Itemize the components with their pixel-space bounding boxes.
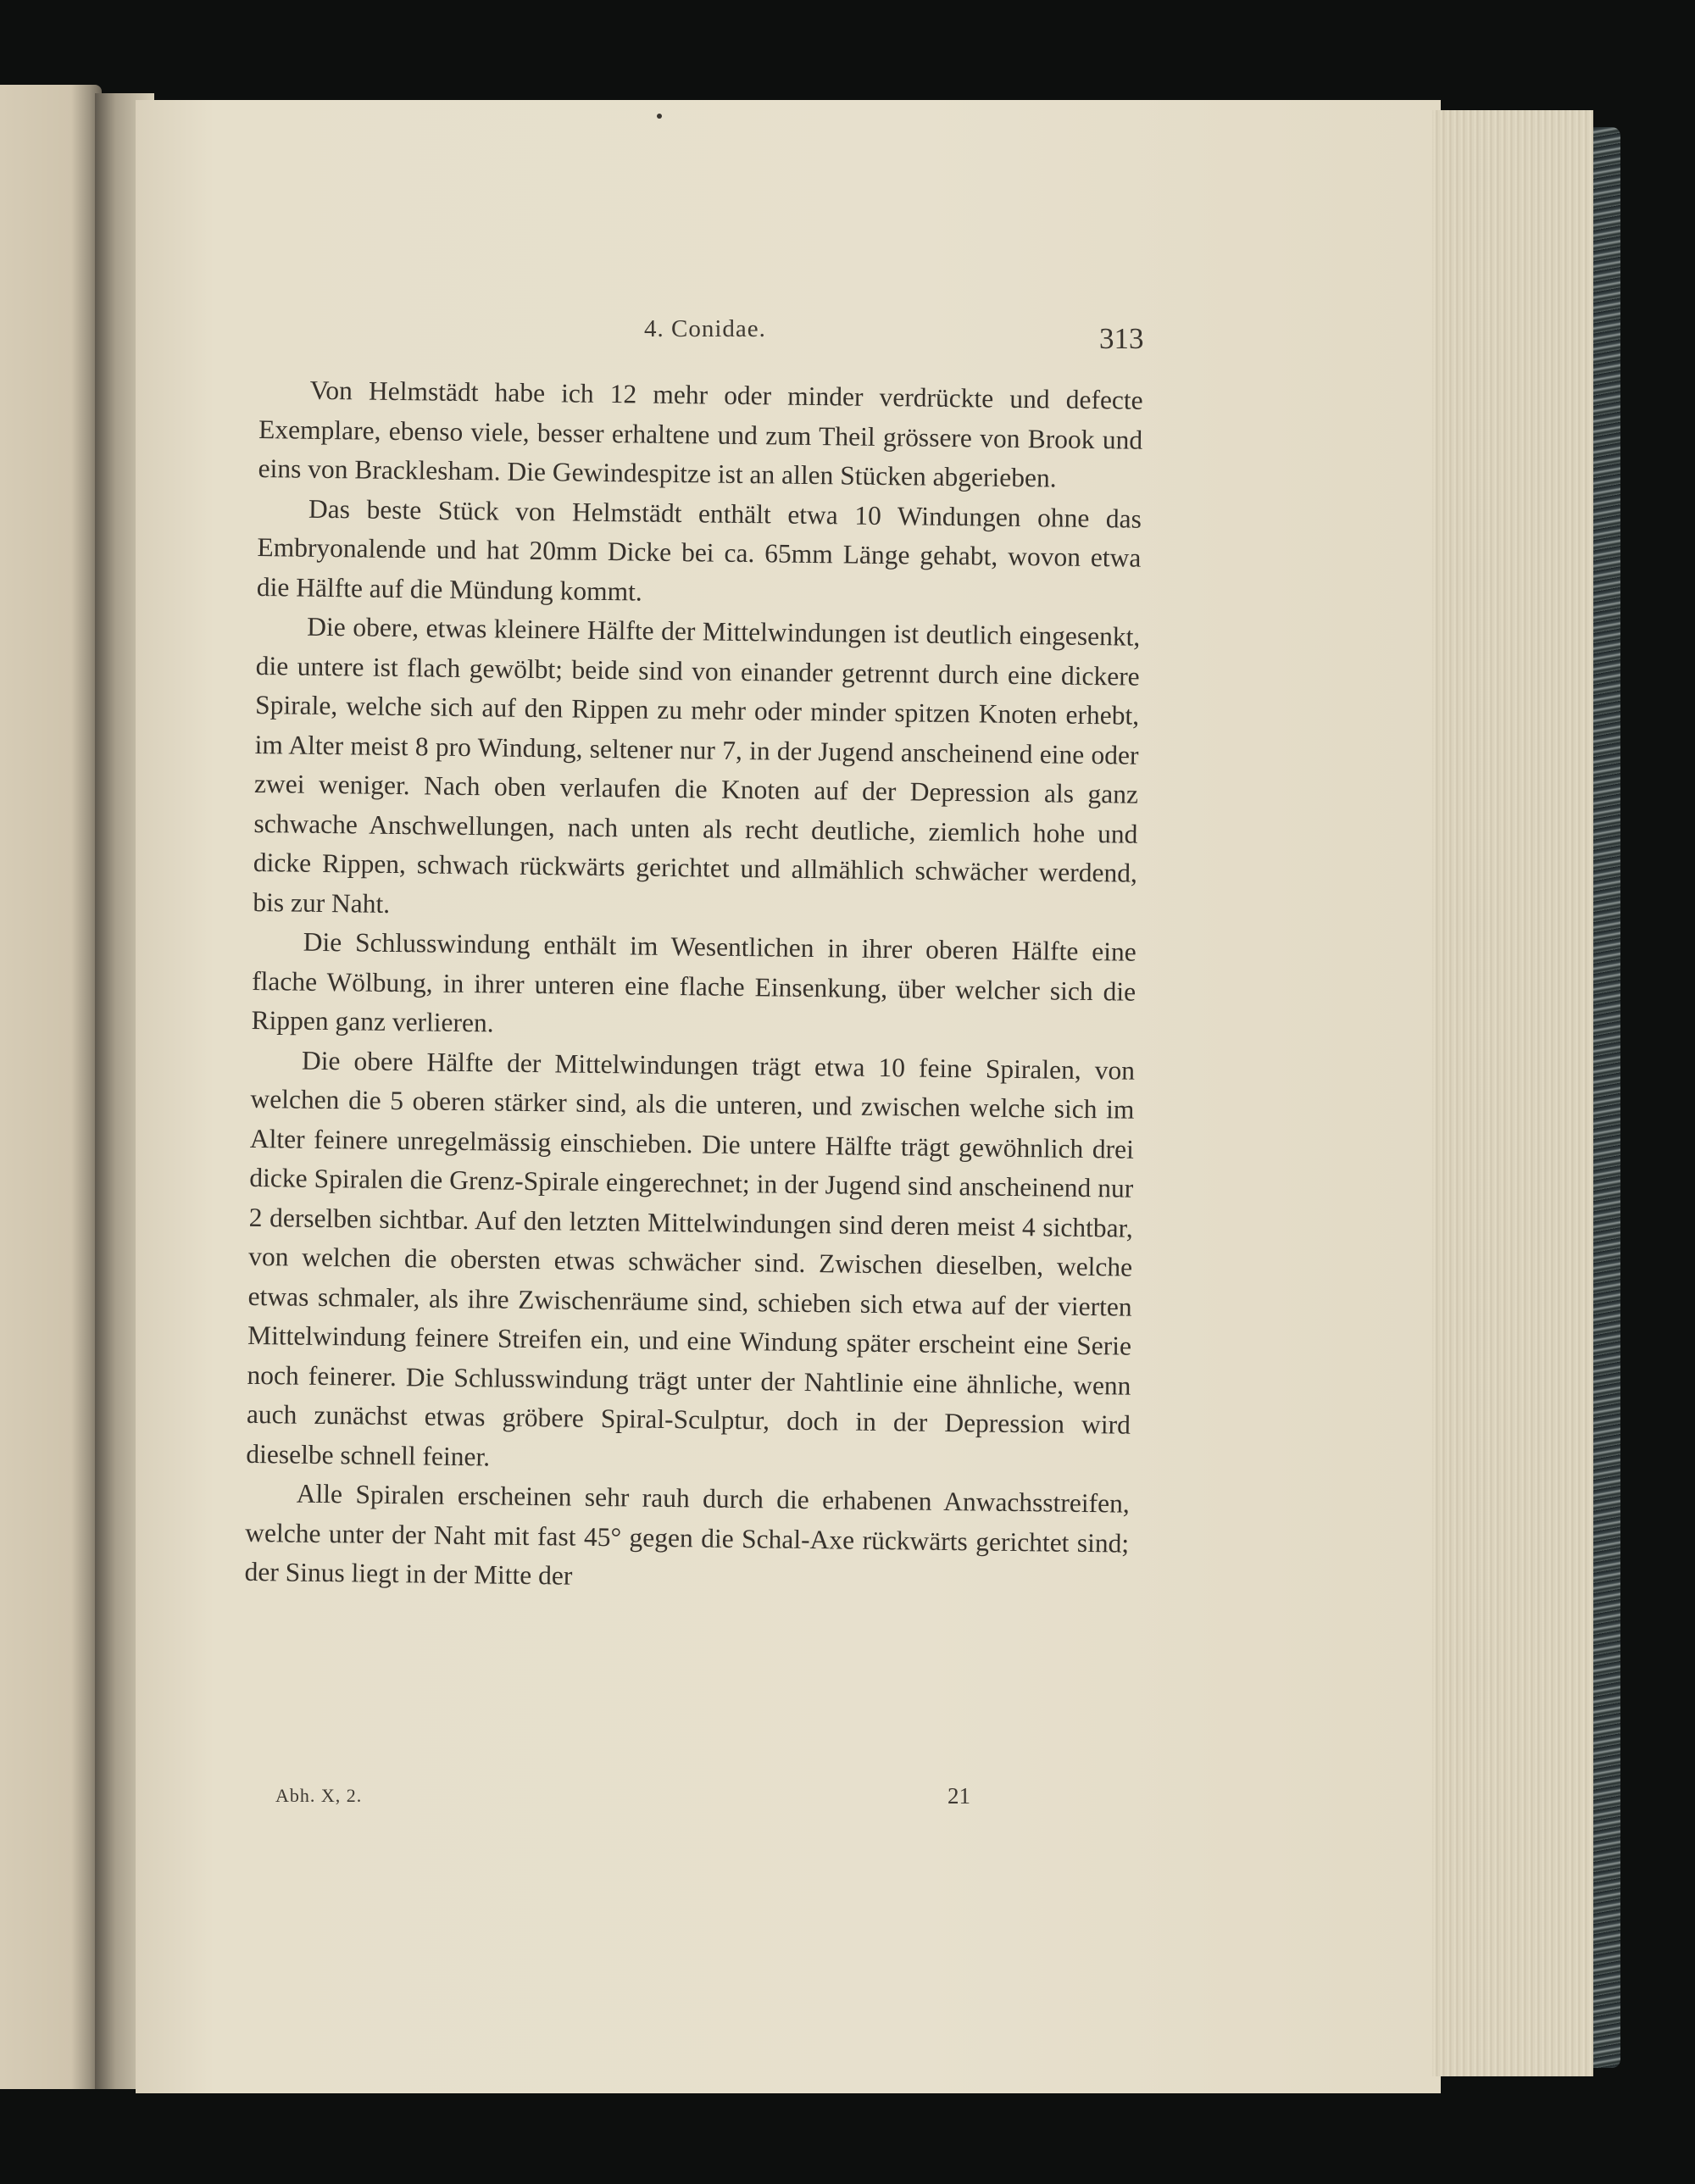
paragraph: Die obere Hälfte der Mittelwindungen trägt etwa 10 feine Spiralen, von welchen die 5 oberen stärker sind, als die unteren, und zwischen welche sich im Alter feinere unregelmässig einschieben. Die untere Hälfte trägt gewöhnlich drei dicke Spiralen die Grenz-Spirale eingerechnet; in der Jugend sind anscheinend nur 2 derselben sichtbar. Auf den letzten Mittelwindungen sind deren meist 4 sichtbar, von welchen die obersten etwas schwächer sind. Zwischen dieselben, welche etwas schmaler, als ihre Zwischenräume sind, schieben sich etwa auf der vierten Mittelwindung feinere Streifen ein, und eine Windung später erscheint eine Serie noch feinerer. Die Schlusswindung trägt unter der Nahtlinie eine ähnliche, wenn auch zunächst etwas gröbere Spiral-Sculptur, doch in der Depression wird dieselbe schnell feiner. — [246, 1045, 1136, 1471]
paragraph: Von Helmstädt habe ich 12 mehr oder minder verdrückte und defecte Exemplare, ebenso viele, besser erhaltene und zum Theil grössere von Brook und eins von Bracklesham. Die Gewindespitze ist an allen Stücken abgerieben. — [258, 375, 1143, 493]
paragraph: Die obere, etwas kleinere Hälfte der Mittelwindungen ist deutlich eingesenkt, die untere ist flach gewölbt; beide sind von einander getrennt durch eine dickere Spirale, welche sich auf den Rippen zu mehr oder minder spitzen Knoten erhebt, im Alter meist 8 pro Windung, seltener nur 7, in der Jugend anscheinend eine oder zwei weniger. Nach oben verlaufen die Knoten auf der Depression als ganz schwache Anschwellungen, nach unten als recht deutliche, ziemlich hohe und dicke Rippen, schwach rückwärts gerichtet und allmählich schwächer werdend, bis zur Naht. — [253, 611, 1141, 919]
page-number: 313 — [1099, 322, 1144, 355]
body-text — [244, 370, 1143, 1603]
running-head: 4. Conidae. — [644, 315, 766, 342]
paragraph: Das beste Stück von Helmstädt enthält etwa 10 Windungen ohne das Embryonalende und hat 20mm Dicke bei ca. 65mm Länge gehabt, wovon etwa die Hälfte auf die Mündung kommt. — [256, 493, 1142, 607]
paragraph: Alle Spiralen erscheinen sehr rauh durch die erhabenen Anwachsstreifen, welche unter der Naht mit fast 45° gegen die Schal-Axe rückwärts gerichtet sind; der Sinus liegt in der Mitte der — [244, 1478, 1130, 1591]
left-page-edge — [0, 85, 102, 2089]
signature-mark: Abh. X, 2. — [275, 1785, 363, 1806]
book-cover-edge — [1593, 127, 1620, 2068]
paragraph: Die Schlusswindung enthält im Wesentlichen in ihrer oberen Hälfte eine flache Wölbung, in ihrer unteren eine flache Einsenkung, über welcher sich die Rippen ganz verlieren. — [251, 926, 1136, 1038]
page-edges — [1432, 110, 1593, 2076]
print-dot — [657, 114, 662, 119]
sheet-number: 21 — [948, 1783, 970, 1809]
